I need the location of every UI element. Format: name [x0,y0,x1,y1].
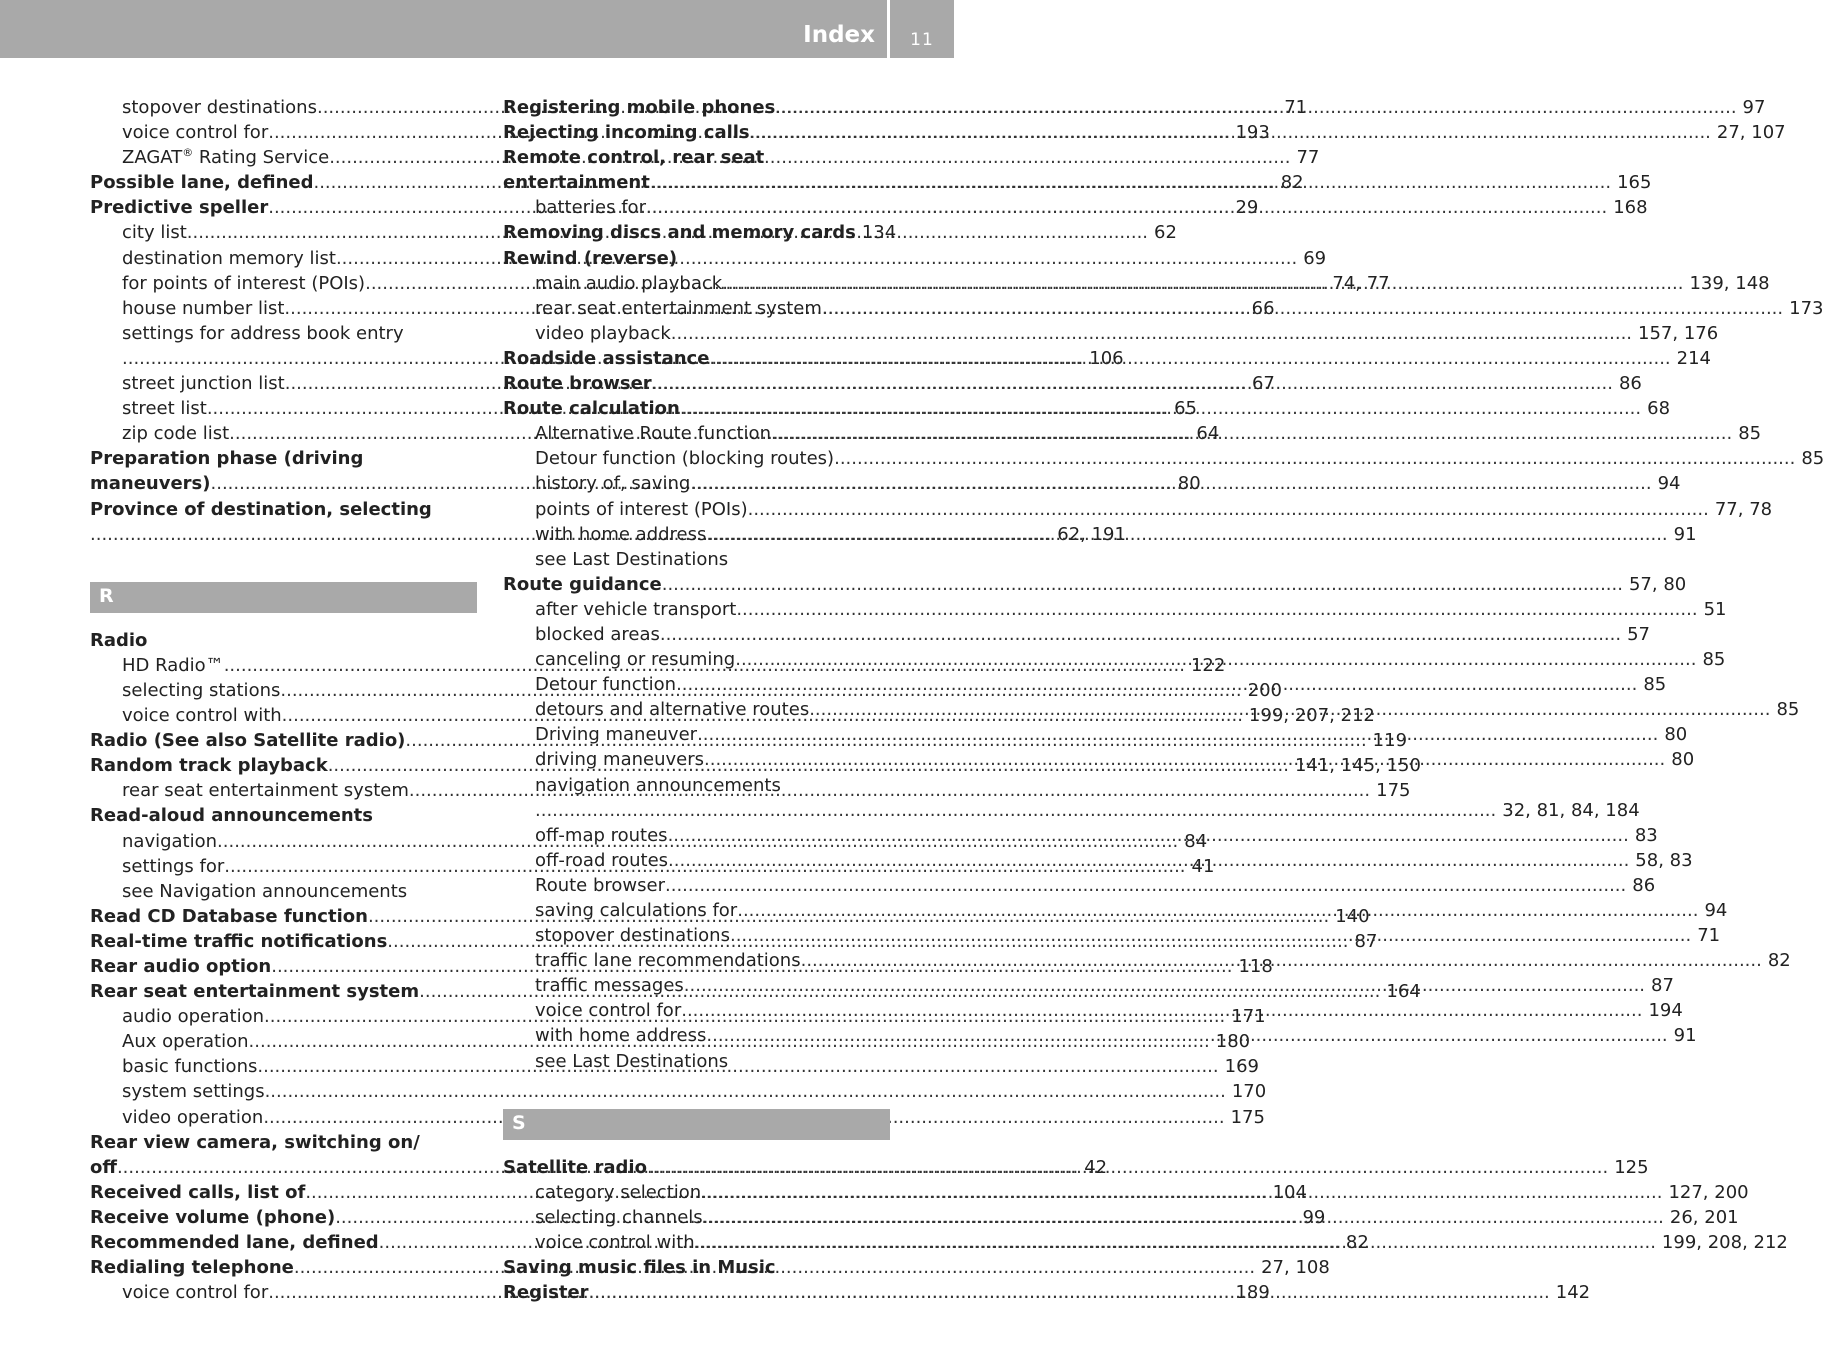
entry-page: 127, 200 [1668,1181,1749,1203]
leader-dots [735,647,1696,672]
entry-term: Rear view camera, switching on/ [90,1131,420,1153]
entry-page: 180 [1215,1031,1251,1053]
index-subentry [503,597,1727,622]
entry-term: Rear audio option [90,956,272,977]
header-title: Index [803,22,875,48]
entry-term: Read-aloud announcements [90,805,373,827]
entry-term: Predictive speller [90,197,269,219]
entry-term: Registering mobile phones [503,97,776,118]
index-subentry [503,446,1824,471]
entry-page: 164 [1386,981,1421,1003]
index-entry [503,246,890,271]
leader-dots [722,271,1683,296]
leader-dots [647,1155,1608,1180]
spacer [503,1074,890,1099]
section-letter: R [99,584,114,607]
entry-term: video playback [535,322,671,344]
entry-page: 84 [1184,830,1208,852]
entry-term: Removing discs and memory cards [503,222,856,244]
entry-page: 66 [1251,297,1275,319]
entry-page: 165 [1617,172,1652,194]
spacer [90,547,477,572]
index-entry [503,572,1687,597]
entry-page: 85 [1643,674,1667,696]
entry-page: 71 [1697,925,1721,947]
entry-term: selecting channels [535,1206,703,1228]
index-subentry [503,622,1651,647]
index-entry [90,1130,477,1155]
leader-dots [646,195,1607,220]
entry-term: voice control with [122,705,282,727]
entry-term: Rejecting incoming calls [503,122,750,144]
leader-dots [730,923,1691,948]
entry-term: canceling or resuming [535,649,736,671]
index-subentry [503,547,890,572]
leader-dots [681,998,1642,1023]
entry-term: Rewind (reverse) [503,247,678,269]
entry-page: 82 [1345,1232,1369,1254]
index-subentry [90,1105,1265,1130]
entry-page: 193 [1235,122,1270,144]
entry-page: 91 [1673,1025,1697,1047]
entry-term: settings for [122,855,225,877]
entry-page: 57, 80 [1628,573,1687,595]
entry-term: basic functions [122,1056,258,1078]
entry-term: points of interest (POIs) [535,498,748,520]
leader-dots [736,597,1697,622]
entry-page: 91 [1673,523,1697,545]
entry-page: 125 [1614,1156,1649,1178]
entry-page: 86 [1632,874,1656,896]
entry-page: 41 [1191,855,1215,877]
entry-page: 80 [1671,749,1695,771]
entry-page: 87 [1651,975,1674,997]
entry-page: 118 [1238,956,1273,977]
index-entry [90,628,477,653]
leader-dots [652,371,1613,396]
entry-term: off [90,1156,117,1178]
leader-dots [690,471,1651,496]
entry-term: voice control for [535,1000,682,1022]
entry-term: Redialing telephone [90,1257,294,1279]
entry-page: 57 [1627,623,1651,645]
entry-term: Satellite radio [503,1156,647,1178]
leader-dots [703,1205,1664,1230]
index-subentry [90,879,477,904]
entry-term: city list [122,222,187,244]
entry-page: 82 [1767,950,1791,972]
leader-dots [809,697,1770,722]
leader-dots [709,346,1670,371]
index-subentry [503,321,1719,346]
entry-term: destination memory list [122,247,336,269]
entry-page: 134 [861,222,897,244]
page-header [0,0,954,58]
leader-dots [706,522,1667,547]
entry-term: Driving maneuver [535,724,698,746]
entry-term: Real-time traffic notifications [90,930,388,952]
index-subentry [503,497,1773,522]
entry-term: Detour function [535,674,677,696]
entry-term: Roadside assistance [503,347,710,369]
entry-page: 80 [1177,473,1201,495]
leader-dots [589,1280,1550,1305]
entry-term: off-road routes [535,849,669,871]
entry-term: off-map routes [535,824,668,846]
leader-dots [695,1230,1656,1255]
index-subentry [503,1230,1788,1255]
entry-term: Random track playback [90,755,328,777]
entry-term: Received calls, list of [90,1181,306,1203]
entry-page: 82 [1280,172,1304,194]
entry-term: for points of interest (POIs) [122,272,366,294]
entry-page: 77, 78 [1714,498,1773,520]
entry-page: 94 [1704,900,1728,921]
entry-page: 67 [1251,373,1275,395]
entry-page: 171 [1231,1006,1266,1028]
entry-term: Rear seat entertainment system [90,981,420,1003]
leader-dots [750,120,1711,145]
entry-page: 85 [1738,423,1762,445]
entry-term: Radio (See also Satellite radio) [90,730,406,752]
entry-term: category selection [535,1181,702,1203]
entry-page: 168 [1613,197,1648,219]
entry-page: 85 [1801,448,1824,470]
entry-term: Route guidance [503,573,662,595]
entry-page: 97 [1742,97,1766,118]
entry-term: Remote control, rear seat [503,147,765,169]
entry-page: 68 [1647,398,1671,420]
entry-page: 51 [1703,598,1727,620]
index-subentry [503,873,1656,898]
entry-term: zip code list [122,423,230,445]
entry-page: 199, 207, 212 [1248,705,1375,727]
leader-dots [662,572,1623,597]
entry-page: 175 [1230,1106,1265,1128]
entry-term: Aux operation [122,1031,249,1053]
section-letter: S [512,1111,526,1134]
entry-page: 104 [1272,1181,1307,1203]
entry-page: 80 [1664,724,1688,746]
index-subentry [503,1049,890,1074]
entry-term: audio operation [122,1006,265,1028]
entry-term: Detour function (blocking routes) [535,448,835,470]
index-subentry [90,321,477,346]
entry-term: Read CD Database function [90,905,368,927]
entry-term: after vehicle transport [535,598,737,620]
entry-page: 85 [1776,699,1800,721]
entry-term: with home address [535,523,707,545]
leader-dots [737,898,1698,923]
leader-dots [665,873,1626,898]
leader-dots [668,848,1629,873]
entry-page: 26, 201 [1669,1206,1739,1228]
entry-term: Route browser [535,874,665,896]
entry-term: video operation [122,1106,264,1128]
entry-page: 74, 77 [1332,272,1390,294]
entry-page: 32, 81, 84, 184 [1502,799,1640,821]
entry-term: Recommended lane, defined [90,1232,379,1254]
leader-dots [660,622,1621,647]
entry-page: 122 [1190,654,1226,676]
entry-term: rear seat entertainment system [122,780,409,802]
leader-dots [650,170,1611,195]
entry-term: Alternative Route function [535,423,771,445]
entry-term: settings for address book entry [122,322,404,344]
index-entry [503,1255,890,1280]
entry-page: 62, 191 [1057,523,1126,545]
entry-term: voice control with [535,1232,695,1254]
leader-dots [704,747,1665,772]
entry-page: 83 [1634,824,1658,846]
leader-dots [671,321,1632,346]
entry-page: 87 [1354,930,1378,952]
entry-term: Possible lane, defined [90,172,314,194]
entry-term: house number list [122,297,285,319]
entry-term: blocked areas [535,623,660,645]
leader-dots [775,95,1736,120]
entry-page: 71 [1284,97,1308,118]
leader-dots [748,497,1709,522]
entry-term: rear seat entertainment system [535,297,822,319]
entry-page: 99 [1302,1206,1326,1228]
leader-dots [668,823,1629,848]
entry-term: with home address [535,1025,707,1047]
entry-page: 173 [1789,297,1824,319]
page-number: 11 [910,30,934,50]
entry-page: 27, 108 [1261,1257,1330,1279]
entry-page: 69 [1303,247,1327,269]
entry-page: 142 [1555,1282,1591,1304]
entry-page: 139, 148 [1689,272,1770,294]
index-entry [503,145,890,170]
index-entry [503,220,897,245]
entry-term: traffic lane recommendations [535,950,801,972]
entry-term: traffic messages [535,975,684,997]
entry-page: 94 [1657,473,1681,495]
entry-term: history of, saving [535,473,691,495]
leader-dots [834,446,1795,471]
section-header [90,582,477,613]
entry-page: 64 [1196,423,1220,445]
entry-page: 214 [1676,347,1712,369]
entry-page: 42 [1084,1156,1108,1178]
entry-term: Route calculation [503,398,680,420]
entry-term: entertainment [503,172,650,194]
entry-page: 141, 145, 150 [1294,755,1421,777]
entry-term: stopover destinations [535,925,730,947]
index-subentry [503,798,1640,823]
entry-term: see Last Destinations [535,548,729,570]
entry-term: navigation [122,830,218,852]
section-header [503,1109,890,1140]
leader-dots [535,798,1496,823]
entry-term: Radio [90,629,148,651]
entry-page: 58, 83 [1635,849,1693,871]
leader-dots [701,1180,1662,1205]
entry-page: 85 [1702,649,1726,671]
entry-term: ZAGAT® Rating Service [122,146,330,169]
index-subentry [90,1079,1267,1104]
entry-term: see Navigation announcements [122,880,408,902]
entry-term: saving calculations for [535,900,738,921]
entry-term: Preparation phase (driving [90,448,364,470]
entry-term: batteries for [535,197,646,219]
entry-page: 65 [1174,398,1197,420]
entry-term: main audio playback [535,272,723,294]
entry-term: Route browser [503,373,652,395]
entry-term: Saving music files in Music [503,1257,776,1279]
entry-page: 29 [1235,197,1259,219]
entry-term: detours and alternative routes [535,699,810,721]
index-subentry [503,773,890,798]
entry-term: HD Radio™ [122,654,224,676]
index-entry [90,446,477,471]
entry-page: 140 [1335,905,1370,927]
entry-page: 175 [1376,780,1411,802]
leader-dots [680,396,1641,421]
entry-page: 169 [1224,1056,1259,1078]
entry-term: system settings [122,1081,265,1103]
leader-dots [706,1023,1667,1048]
entry-term: stopover destinations [122,97,317,118]
entry-page: 62 [1154,222,1177,244]
leader-dots [822,296,1783,321]
entry-term: Receive volume (phone) [90,1206,336,1228]
leader-dots [697,722,1658,747]
entry-page: 199, 208, 212 [1661,1232,1788,1254]
entry-page: 77 [1296,147,1320,169]
index-entry [90,497,477,522]
leader-dots [676,672,1637,697]
entry-page: 200 [1247,679,1282,701]
entry-term: maneuvers) [90,473,211,495]
entry-term: driving maneuvers [535,749,704,771]
leader-dots [801,948,1762,973]
index-entry [90,803,477,828]
entry-term: voice control for [122,122,269,144]
entry-term: selecting stations [122,679,281,701]
entry-page: 194 [1648,1000,1683,1022]
entry-page: 27, 107 [1716,122,1786,144]
entry-term: see Last Destinations [535,1050,729,1072]
entry-term: navigation announcements [535,774,781,796]
entry-term: Register [503,1282,589,1304]
entry-page: 170 [1231,1081,1267,1103]
entry-page: 106 [1089,347,1124,369]
entry-term: street list [122,398,207,420]
entry-page: 86 [1618,373,1642,395]
entry-term: voice control for [122,1282,269,1304]
entry-term: Province of destination, selecting [90,498,432,520]
leader-dots [684,973,1645,998]
entry-page: 157, 176 [1638,322,1719,344]
entry-page: 119 [1372,730,1408,752]
entry-term: street junction list [122,373,285,395]
leader-dots [771,421,1732,446]
entry-page: 189 [1235,1282,1270,1304]
